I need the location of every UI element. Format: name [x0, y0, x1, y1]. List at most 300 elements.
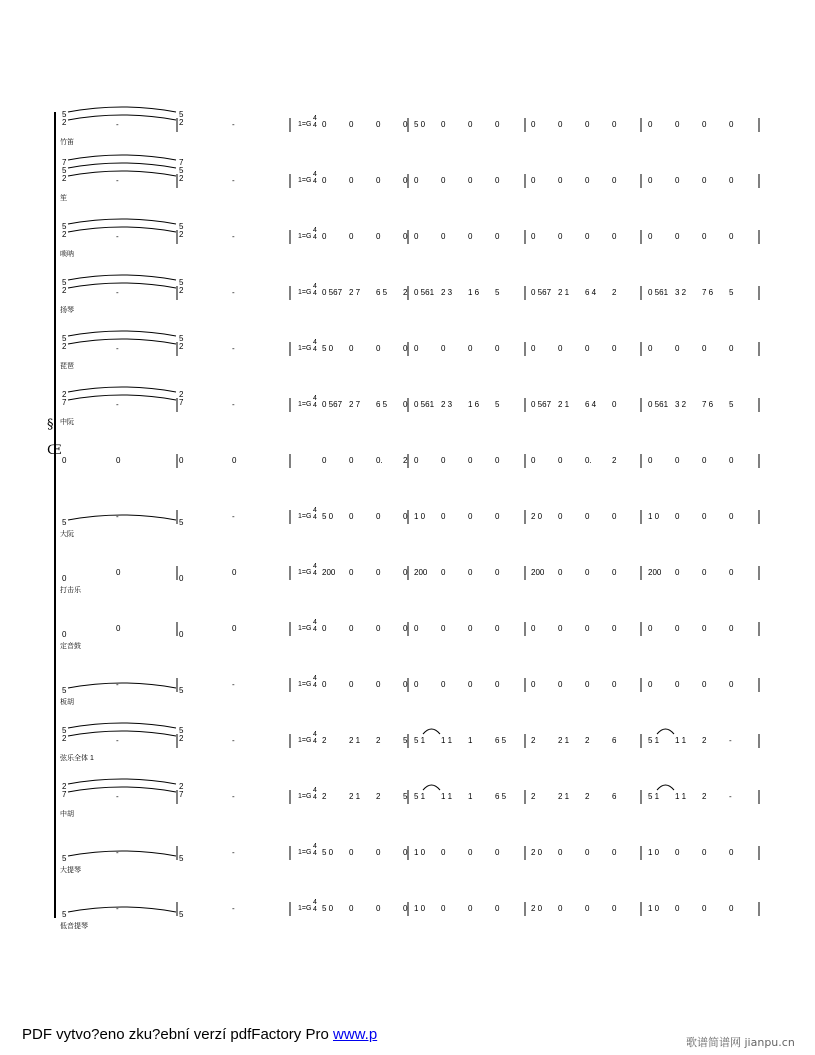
note: 2 — [585, 792, 590, 801]
pdf-footer — [22, 1026, 377, 1043]
note: 0 — [376, 568, 381, 577]
time-signature-top: 4 — [313, 619, 317, 626]
lower-note: 0 — [441, 456, 446, 465]
instrument-label: 打击乐 — [60, 587, 81, 594]
note: 2 — [531, 792, 536, 801]
time-signature-bottom: 4 — [313, 794, 317, 801]
time-signature-top: 4 — [313, 787, 317, 794]
tie-curve — [68, 779, 176, 784]
preamble-note: 2 — [179, 118, 184, 127]
time-signature-bottom: 4 — [313, 850, 317, 857]
preamble-hold: - — [116, 512, 119, 521]
preamble-hold: 0 — [116, 624, 121, 633]
note: 0 — [441, 568, 446, 577]
note: 0 — [558, 624, 563, 633]
note: 0 — [702, 848, 707, 857]
key-signature: 1=G — [298, 513, 312, 520]
note: 6 5 — [376, 288, 388, 297]
note: 0 — [558, 344, 563, 353]
preamble-rest: 0 — [232, 568, 237, 577]
note: 0 — [531, 120, 536, 129]
lower-note: 0 — [558, 456, 563, 465]
lower-note: 0. — [585, 456, 592, 465]
preamble-hold: - — [116, 848, 119, 857]
lower-preamble-note: 0 — [62, 456, 67, 465]
note: 6 — [612, 736, 617, 745]
instrument-label: 扬琴 — [60, 307, 74, 314]
preamble-note: 5 — [179, 166, 184, 175]
preamble-note: 0 — [179, 630, 184, 639]
preamble-note: 5 — [179, 726, 184, 735]
tie-curve — [68, 723, 176, 728]
note: 0 — [612, 680, 617, 689]
preamble-hold: - — [116, 344, 119, 353]
note: 200 — [648, 568, 662, 577]
segno-sign: § — [47, 417, 54, 432]
note: 3 2 — [675, 400, 687, 409]
lower-preamble-note: 0 — [179, 456, 184, 465]
note: 0 — [558, 176, 563, 185]
note: 0 — [702, 232, 707, 241]
note: 0 — [702, 680, 707, 689]
instrument-label: 定音鼓 — [60, 643, 81, 650]
note: 0 — [675, 120, 680, 129]
note: 1 1 — [675, 736, 687, 745]
note: 0 — [702, 512, 707, 521]
note: 0 — [558, 512, 563, 521]
note: 0 — [585, 904, 590, 913]
note: 1 0 — [648, 904, 660, 913]
note: 0 — [376, 232, 381, 241]
note: 0 — [349, 680, 354, 689]
lower-note: 0 — [729, 456, 734, 465]
note: 0 — [702, 344, 707, 353]
note: 0 — [675, 568, 680, 577]
tie-curve — [68, 107, 176, 112]
preamble-note: 2 — [62, 174, 67, 183]
preamble-note: 2 — [179, 734, 184, 743]
note: 0 — [322, 624, 327, 633]
note: 0 — [495, 568, 500, 577]
preamble-note: 2 — [62, 118, 67, 127]
preamble-rest: - — [232, 680, 235, 689]
note: 5 — [495, 400, 500, 409]
note: 0 — [495, 232, 500, 241]
key-signature: 1=G — [298, 569, 312, 576]
time-signature-top: 4 — [313, 115, 317, 122]
note: 1 1 — [675, 792, 687, 801]
time-signature-top: 4 — [313, 171, 317, 178]
lower-note: 0 — [349, 456, 354, 465]
key-signature: 1=G — [298, 681, 312, 688]
lower-note: 0 — [531, 456, 536, 465]
preamble-note: 5 — [62, 334, 67, 343]
preamble-note: 5 — [179, 518, 184, 527]
preamble-hold: - — [116, 792, 119, 801]
note: 0 — [495, 680, 500, 689]
tie-curve — [68, 339, 176, 344]
note: 2 1 — [349, 736, 361, 745]
note: 0 — [675, 176, 680, 185]
instrument-label: 琵琶 — [60, 363, 74, 370]
note: 5 1 — [414, 792, 426, 801]
note: 0 — [403, 568, 408, 577]
time-signature-bottom: 4 — [313, 290, 317, 297]
preamble-note: 5 — [179, 910, 184, 919]
note: 0 — [441, 120, 446, 129]
note: 0 — [702, 568, 707, 577]
note: 0 — [729, 680, 734, 689]
preamble-hold: 0 — [116, 568, 121, 577]
note: 0 — [468, 176, 473, 185]
note: 0 — [349, 344, 354, 353]
key-signature: 1=G — [298, 233, 312, 240]
preamble-rest: - — [232, 400, 235, 409]
note: 0 — [468, 120, 473, 129]
note: 5 0 — [322, 512, 334, 521]
note: 0 — [585, 512, 590, 521]
instrument-label: 竹笛 — [60, 139, 74, 146]
note: 200 — [322, 568, 336, 577]
tie-curve — [68, 115, 176, 120]
time-signature-top: 4 — [313, 563, 317, 570]
note: 0 — [729, 624, 734, 633]
note: 2 — [376, 792, 381, 801]
key-signature: 1=G — [298, 121, 312, 128]
note: 0 — [376, 120, 381, 129]
note: 2 1 — [558, 736, 570, 745]
preamble-rest: - — [232, 120, 235, 129]
note: 0 — [376, 848, 381, 857]
note: 0 — [729, 176, 734, 185]
lower-note: 0 — [495, 456, 500, 465]
note: 1 — [468, 736, 473, 745]
note: 1 6 — [468, 400, 480, 409]
note: 0 — [531, 680, 536, 689]
instrument-label: 弦乐全体 1 — [60, 755, 94, 762]
note: 0 — [349, 848, 354, 857]
note: 2 — [322, 792, 327, 801]
note: 0 — [349, 232, 354, 241]
note: 0 — [612, 344, 617, 353]
key-signature: 1=G — [298, 401, 312, 408]
note: 2 1 — [349, 792, 361, 801]
note: 0 — [414, 624, 419, 633]
note: 7 6 — [702, 288, 714, 297]
note: 0 — [585, 120, 590, 129]
tie-curve — [68, 731, 176, 736]
note: 5 0 — [322, 848, 334, 857]
site-watermark: 歌谱简谱网 jianpu.cn — [686, 1036, 795, 1049]
note: 0 — [349, 512, 354, 521]
time-signature-bottom: 4 — [313, 514, 317, 521]
tie-curve — [68, 219, 176, 224]
preamble-note: 2 — [62, 390, 67, 399]
note: 0 — [531, 232, 536, 241]
preamble-rest: - — [232, 904, 235, 913]
pdf-footer-link[interactable]: www.p — [332, 1026, 378, 1043]
note: 7 6 — [702, 400, 714, 409]
preamble-note: 2 — [179, 230, 184, 239]
preamble-note: 7 — [62, 790, 67, 799]
note: 2 — [702, 792, 707, 801]
note: 6 4 — [585, 288, 597, 297]
note: 0 — [322, 680, 327, 689]
note: 0 — [441, 176, 446, 185]
preamble-note: 5 — [62, 910, 67, 919]
time-signature-top: 4 — [313, 507, 317, 514]
note: - — [729, 792, 732, 801]
note: 5 — [729, 288, 734, 297]
note: 5 — [403, 792, 408, 801]
time-signature-bottom: 4 — [313, 570, 317, 577]
preamble-note: 2 — [179, 286, 184, 295]
tie-curve — [68, 680, 176, 689]
note: 2 — [531, 736, 536, 745]
note: 0 — [531, 624, 536, 633]
key-signature: 1=G — [298, 625, 312, 632]
note: 5 — [403, 736, 408, 745]
note: 0 — [495, 904, 500, 913]
note: 6 5 — [495, 792, 507, 801]
time-signature-top: 4 — [313, 227, 317, 234]
note: 0 — [468, 848, 473, 857]
note: 0 — [612, 568, 617, 577]
preamble-note: 5 — [179, 222, 184, 231]
note: 2 — [322, 736, 327, 745]
preamble-note: 7 — [62, 158, 67, 167]
note: 5 0 — [414, 120, 426, 129]
preamble-note: 5 — [179, 686, 184, 695]
time-signature-top: 4 — [313, 283, 317, 290]
preamble-hold: - — [116, 736, 119, 745]
note: 2 1 — [558, 792, 570, 801]
note: 0 — [675, 624, 680, 633]
note: 0 — [585, 568, 590, 577]
tie-curve — [68, 387, 176, 392]
note: 0 — [585, 624, 590, 633]
note: 1 1 — [441, 736, 453, 745]
note: 0 — [675, 904, 680, 913]
note: 0 — [441, 848, 446, 857]
note: 0 — [558, 120, 563, 129]
note: 0 — [648, 120, 653, 129]
note: 6 — [612, 792, 617, 801]
note: 2 7 — [349, 288, 361, 297]
lower-note: 0 — [468, 456, 473, 465]
preamble-note: 5 — [179, 110, 184, 119]
note: 0 — [414, 232, 419, 241]
lower-note: 2 — [403, 456, 408, 465]
preamble-rest: - — [232, 736, 235, 745]
preamble-hold: - — [116, 400, 119, 409]
time-signature-top: 4 — [313, 395, 317, 402]
note: 0 — [468, 344, 473, 353]
instrument-label: 大提琴 — [60, 867, 81, 874]
note: 0 — [729, 568, 734, 577]
time-signature-top: 4 — [313, 843, 317, 850]
note: 0 — [441, 344, 446, 353]
preamble-note: 2 — [62, 286, 67, 295]
note: 0 — [403, 120, 408, 129]
note: 0 — [558, 232, 563, 241]
preamble-hold: - — [116, 176, 119, 185]
time-signature-bottom: 4 — [313, 682, 317, 689]
note: 0 — [648, 680, 653, 689]
note: 0 — [702, 624, 707, 633]
note: 1 — [468, 792, 473, 801]
note: 0 — [441, 232, 446, 241]
note: 2 0 — [531, 848, 543, 857]
time-signature-bottom: 4 — [313, 738, 317, 745]
note: 0 — [675, 232, 680, 241]
preamble-note: 2 — [62, 782, 67, 791]
note: 2 7 — [349, 400, 361, 409]
note: 0 — [414, 680, 419, 689]
note: 200 — [414, 568, 428, 577]
preamble-rest: - — [232, 344, 235, 353]
note: 0 — [495, 176, 500, 185]
note: 0 — [729, 344, 734, 353]
note: 2 — [585, 736, 590, 745]
tie-curve — [68, 848, 176, 857]
note: 0 — [376, 624, 381, 633]
note: 0 561 — [648, 288, 669, 297]
preamble-hold: - — [116, 232, 119, 241]
time-signature-top: 4 — [313, 899, 317, 906]
preamble-rest: 0 — [232, 624, 237, 633]
preamble-note: 2 — [62, 734, 67, 743]
note: 2 — [376, 736, 381, 745]
note: 3 2 — [675, 288, 687, 297]
note: 0 561 — [414, 288, 435, 297]
note: 0 — [729, 120, 734, 129]
lower-preamble-note: 0 — [116, 456, 121, 465]
note: 0 — [403, 848, 408, 857]
preamble-note: 5 — [62, 518, 67, 527]
note: 1 0 — [414, 512, 426, 521]
note: 0 — [612, 120, 617, 129]
preamble-note: 5 — [62, 726, 67, 735]
preamble-note: 5 — [179, 278, 184, 287]
pdf-footer-text: PDF vytvo?eno zku?ební verzí pdfFactory Pro — [22, 1026, 333, 1043]
note: 0 — [441, 904, 446, 913]
time-signature-top: 4 — [313, 731, 317, 738]
instrument-label: 笙 — [60, 195, 67, 202]
preamble-rest: - — [232, 288, 235, 297]
tie-curve — [68, 512, 176, 521]
time-signature-bottom: 4 — [313, 346, 317, 353]
preamble-note: 2 — [62, 230, 67, 239]
preamble-note: 0 — [62, 630, 67, 639]
note: 0 — [414, 344, 419, 353]
note: 0 — [648, 232, 653, 241]
note: 0 — [612, 848, 617, 857]
note: 0 567 — [322, 288, 343, 297]
note: 0 — [468, 568, 473, 577]
preamble-note: 7 — [62, 398, 67, 407]
time-signature-top: 4 — [313, 675, 317, 682]
note: 0 — [349, 568, 354, 577]
note: 5 0 — [322, 344, 334, 353]
note: 1 0 — [414, 848, 426, 857]
slur-curve — [657, 729, 674, 734]
note: 0 — [441, 512, 446, 521]
note: 0 — [495, 512, 500, 521]
note: 2 1 — [558, 288, 570, 297]
note: 5 — [495, 288, 500, 297]
note: 2 3 — [441, 400, 453, 409]
tie-curve — [68, 155, 176, 160]
preamble-note: 2 — [179, 782, 184, 791]
preamble-note: 2 — [62, 342, 67, 351]
note: 0 — [468, 232, 473, 241]
preamble-hold: - — [116, 120, 119, 129]
note: 0 — [322, 120, 327, 129]
note: 0 — [585, 232, 590, 241]
instrument-label: 板胡 — [60, 699, 74, 706]
note: 1 1 — [441, 792, 453, 801]
note: 0 — [729, 232, 734, 241]
note: 0 — [495, 848, 500, 857]
note: 0 — [612, 512, 617, 521]
note: 0 — [612, 624, 617, 633]
preamble-hold: - — [116, 680, 119, 689]
preamble-note: 2 — [179, 342, 184, 351]
note: 0 — [729, 904, 734, 913]
note: 0 — [468, 624, 473, 633]
note: 0 — [376, 344, 381, 353]
preamble-note: 2 — [179, 390, 184, 399]
note: 0 — [612, 904, 617, 913]
note: 5 1 — [648, 792, 660, 801]
note: 0 — [349, 904, 354, 913]
note: 0 — [648, 176, 653, 185]
note: 1 0 — [648, 848, 660, 857]
preamble-note: 5 — [62, 278, 67, 287]
note: 0 567 — [322, 400, 343, 409]
note: 0 — [585, 680, 590, 689]
note: 0 — [414, 176, 419, 185]
note: 5 — [729, 400, 734, 409]
note: 0 — [675, 848, 680, 857]
note: 0 — [376, 512, 381, 521]
note: 2 1 — [558, 400, 570, 409]
key-signature: 1=G — [298, 737, 312, 744]
lower-note: 0 — [322, 456, 327, 465]
note: 0 — [403, 400, 408, 409]
tie-curve — [68, 787, 176, 792]
note: 0 561 — [648, 400, 669, 409]
preamble-note: 7 — [179, 158, 184, 167]
slur-curve — [657, 785, 674, 790]
preamble-rest: - — [232, 232, 235, 241]
note: 0 — [322, 176, 327, 185]
note: 0 — [468, 680, 473, 689]
tie-curve — [68, 904, 176, 913]
note: 0 — [612, 400, 617, 409]
note: 0 567 — [531, 400, 552, 409]
note: 1 0 — [648, 512, 660, 521]
note: 5 0 — [322, 904, 334, 913]
preamble-note: 5 — [62, 686, 67, 695]
key-signature: 1=G — [298, 345, 312, 352]
note: 0 — [495, 344, 500, 353]
lower-note: 0. — [376, 456, 383, 465]
note: 0 — [702, 904, 707, 913]
preamble-rest: - — [232, 512, 235, 521]
note: 0 — [349, 120, 354, 129]
